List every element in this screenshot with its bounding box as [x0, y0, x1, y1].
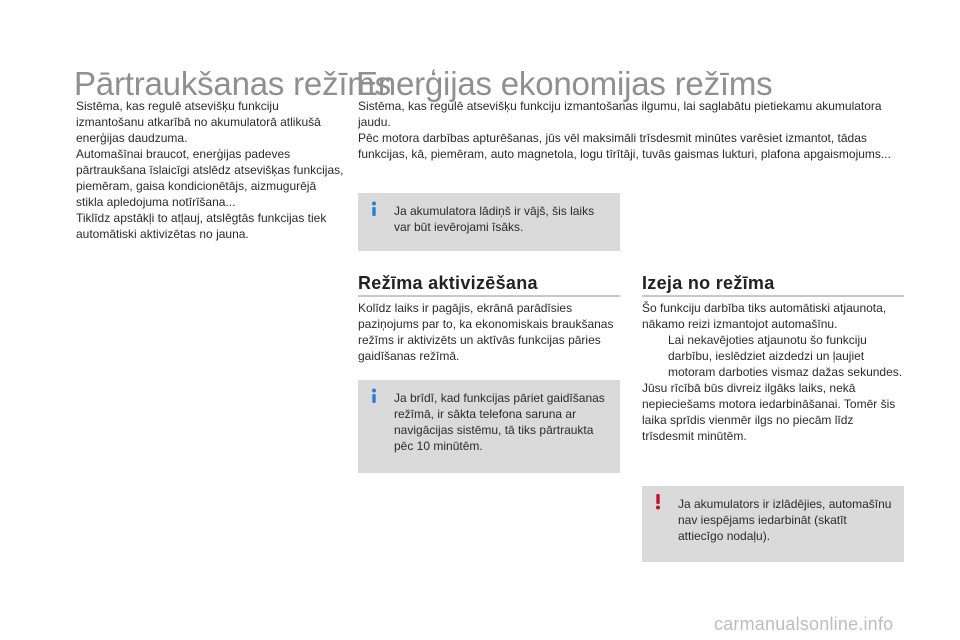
- warning-note-battery: [642, 486, 904, 562]
- info-note-battery: [358, 193, 620, 251]
- note-text: Ja akumulatora lādiņš ir vājš, šis laiks var būt ievērojami īsāks.: [394, 204, 595, 234]
- paragraph: Pēc motora darbības apturēšanas, jūs vēl maksimāli trīsdesmit minūtes varēsiet izmantot, tādas funkcijas, kā, piemēram, auto magnetola, logu tīrītāji, tuvās gaismas lukturi, plafona apgaismojums...: [358, 131, 891, 161]
- paragraph: Sistēma, kas regulē atsevišķu funkciju izmantošanas ilgumu, lai saglabātu pietiekamu akumulatora jaudu.: [358, 99, 882, 129]
- paragraph: Tiklīdz apstākļi to atļauj, atslēgtās funkcijas tiek automātiski aktivizētas no jauna.: [76, 211, 327, 241]
- paragraph: Šo funkciju darbība tiks automātiski atjaunota, nākamo reizi izmantojot automašīnu.: [642, 301, 887, 331]
- section-title-activation: Režīma aktivizēšana: [358, 273, 538, 293]
- divider: [642, 295, 904, 297]
- info-icon: [365, 200, 383, 218]
- exit-text: [642, 300, 906, 444]
- divider: [358, 295, 620, 297]
- activation-text: Kolīdz laiks ir pagājis, ekrānā parādīsies paziņojums par to, ka ekonomiskais braukšanas režīms ir aktivizēts un aktīvās funkcijas pāries gaidīšanas režīmā.: [358, 301, 614, 363]
- note-text: Ja akumulators ir izlādējies, automašīnu nav iespējams iedarbināt (skatīt attiecīgo nodaļu).: [678, 497, 892, 543]
- watermark: carmanualsonline.info: [714, 614, 894, 634]
- bullet-text: Lai nekavējoties atjaunotu šo funkciju darbību, ieslēdziet aizdedzi un ļaujiet motoram darboties vismaz dažas sekundes.: [668, 333, 903, 379]
- paragraph: Automašīnai braucot, enerģijas padeves pārtraukšana īslaicīgi atslēdz atsevišķas funkcijas, piemēram, gaisa kondicionētājs, aizmugurējā stikla apledojuma notīrīšana...: [76, 147, 344, 209]
- energy-saving-text: [358, 98, 906, 162]
- interruption-text: [76, 98, 344, 242]
- section-title-energy-saving: Enerģijas ekonomijas režīms: [356, 65, 773, 102]
- info-note-phone-call: [358, 380, 620, 473]
- warning-icon: [649, 493, 667, 511]
- paragraph: Sistēma, kas regulē atsevišķu funkciju izmantošanu atkarībā no akumulatorā atlikušā enerģijas daudzuma.: [76, 99, 321, 145]
- section-title-exit: Izeja no režīma: [642, 273, 775, 293]
- bullet-item: [642, 332, 906, 380]
- note-text: Ja brīdī, kad funkcijas pāriet gaidīšanas režīmā, ir sākta telefona saruna ar navigācijas sistēmu, tā tiks pārtraukta pēc 10 minūtēm.: [394, 391, 605, 453]
- paragraph: Jūsu rīcībā būs divreiz ilgāks laiks, nekā nepieciešams motora iedarbināšanai. Tomēr šis laika sprīdis vienmēr ilgs no piecām līdz trīsdesmit minūtēm.: [642, 381, 896, 443]
- section-title-interruption: Pārtraukšanas režīms: [74, 65, 391, 102]
- info-icon: [365, 387, 383, 405]
